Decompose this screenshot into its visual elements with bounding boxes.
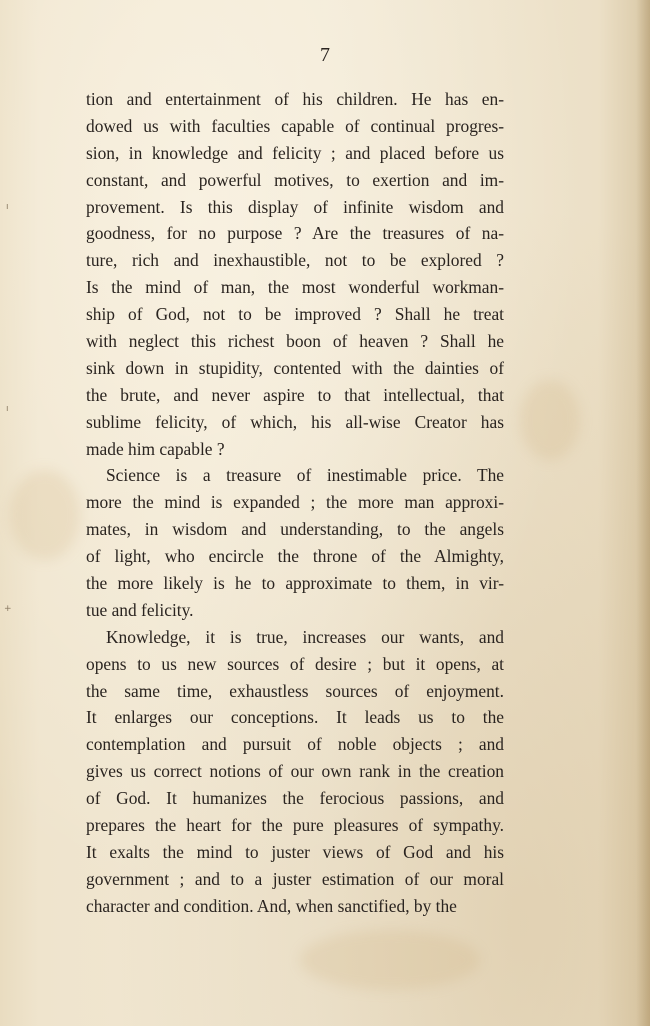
text-line: more the mind is expanded ; the more man approxi- [86, 492, 504, 513]
text-line: mates, in wisdom and understanding, to the angels [86, 519, 504, 540]
text-line: sion, in knowledge and felicity ; and placed before us [86, 142, 504, 163]
text-line: constant, and powerful motives, to exertion and im- [86, 169, 504, 190]
text-line: with neglect this richest boon of heaven ? Shall he [86, 331, 504, 352]
margin-mark: ı [6, 202, 9, 212]
text-line: the more likely is he to approximate to them, in vir- [86, 573, 504, 594]
text-line: It enlarges our conceptions. It leads us to the [86, 707, 504, 728]
text-line: Science is a treasure of inestimable price. The [106, 465, 504, 486]
paper-stain [10, 470, 80, 560]
page-number: 7 [320, 44, 330, 66]
text-line: government ; and to a juster estimation of our moral [86, 868, 504, 889]
text-line: dowed us with faculties capable of continual progres- [86, 115, 504, 136]
text-line: of light, who encircle the throne of the Almighty, [86, 546, 504, 567]
text-line: Is the mind of man, the most wonderful workman- [86, 277, 504, 298]
text-line: Knowledge, it is true, increases our wants, and [106, 626, 504, 647]
text-line: provement. Is this display of infinite wisdom and [86, 196, 504, 217]
text-line: goodness, for no purpose ? Are the treasures of na- [86, 223, 504, 244]
page-edge-shadow [636, 0, 650, 1026]
text-line: tue and felicity. [86, 599, 194, 620]
text-line: contemplation and pursuit of noble objects ; and [86, 734, 504, 755]
text-line: It exalts the mind to juster views of God and his [86, 841, 504, 862]
text-line: prepares the heart for the pure pleasures of sympathy. [86, 815, 504, 836]
text-line: opens to us new sources of desire ; but it opens, at [86, 653, 504, 674]
text-line: ture, rich and inexhaustible, not to be explored ? [86, 250, 504, 271]
text-line: tion and entertainment of his children. He has en- [86, 89, 504, 109]
text-line: made him capable ? [86, 438, 225, 459]
paper-stain [520, 380, 580, 460]
text-line: of God. It humanizes the ferocious passions, and [86, 788, 504, 809]
text-line: sublime felicity, of which, his all-wise Creator has [86, 411, 504, 432]
paragraph [86, 624, 504, 920]
text-line: ship of God, not to be improved ? Shall he treat [86, 304, 504, 325]
text-line: sink down in stupidity, contented with the dainties of [86, 357, 504, 378]
margin-mark: ı [6, 404, 9, 414]
margin-mark: + [4, 604, 12, 614]
text-line: character and condition. And, when sanctified, by the [86, 895, 457, 916]
paragraph [86, 462, 504, 623]
body-text [86, 86, 504, 920]
text-line: the brute, and never aspire to that intellectual, that [86, 384, 504, 405]
paper-stain [300, 930, 480, 990]
text-line: the same time, exhaustless sources of enjoyment. [86, 680, 504, 701]
paragraph [86, 86, 504, 462]
text-line: gives us correct notions of our own rank in the creation [86, 761, 504, 782]
